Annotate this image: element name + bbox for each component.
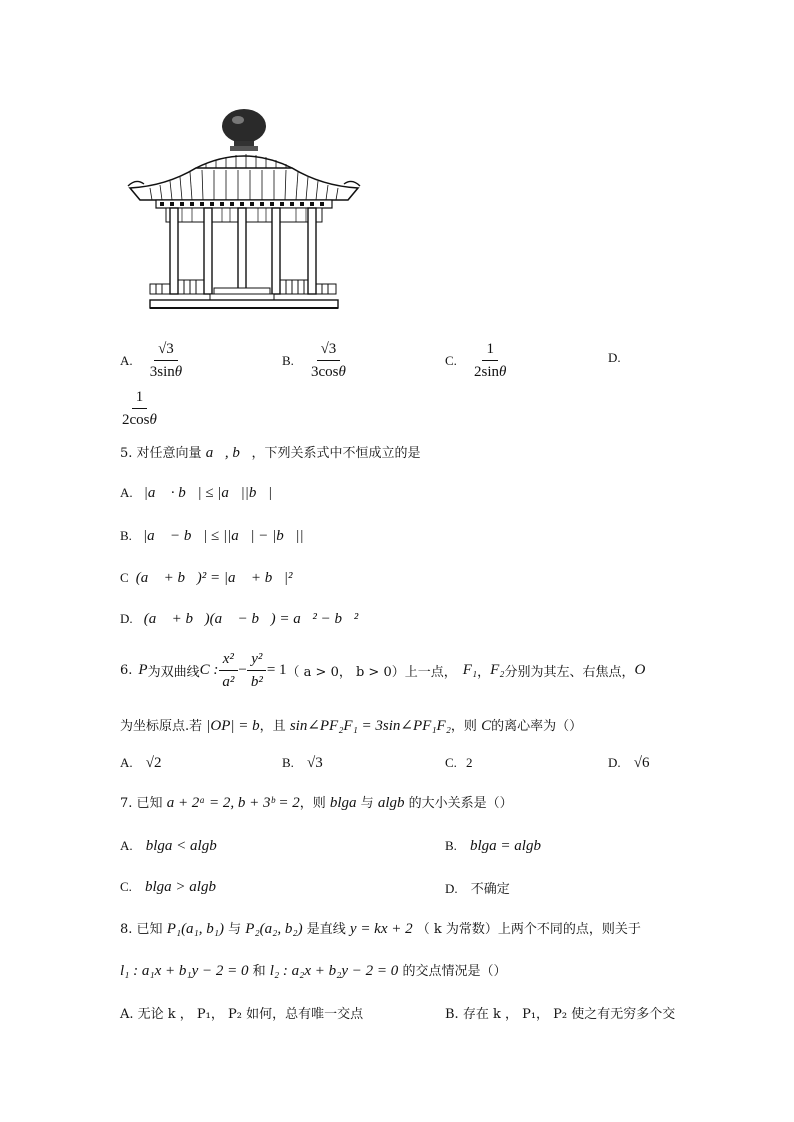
q7-option-a[interactable] — [120, 835, 217, 855]
option-expression: (a⃗ + b⃗)² = |a⃗ + b⃗|² — [135, 570, 293, 586]
q8-question: 的交点情况是（） — [402, 964, 507, 979]
q7-stem — [120, 792, 513, 812]
q6-op-length: |OP| = b — [206, 718, 260, 734]
q8-text: 是直线 — [306, 922, 346, 937]
q6-text: ，则 — [450, 719, 477, 734]
q5-stem-prefix: 5. 对任意向量 — [120, 446, 202, 461]
focus-f1: F₁ — [462, 662, 478, 678]
q7-text: ，则 — [299, 796, 326, 811]
q6-curve-name: C : — [199, 662, 219, 678]
q5-option-c[interactable] — [120, 567, 293, 587]
q6-text: 为坐标原点.若 — [120, 719, 203, 734]
q8-number: 8. 已知 — [120, 922, 163, 937]
q6-text: 为双曲线 — [147, 665, 200, 680]
q8-line-l1: l₁ : a₁x + b₁y − 2 = 0 — [120, 963, 249, 979]
q6-sine-relation: sin∠PF₂F₁ = 3sin∠PF₁F₂ — [289, 718, 451, 734]
q7-condition: a + 2ᵃ = 2, b + 3ᵇ = 2 — [166, 795, 300, 811]
q8-option-b[interactable]: B. 存在 k ， P₁， P₂ 使之有无穷多个交 — [445, 1007, 676, 1022]
option-expression: |a⃗ · b⃗| ≤ |a⃗||b⃗| — [143, 485, 273, 501]
q7-question: 的大小关系是（） — [408, 796, 513, 811]
fraction-numerator: 1 — [482, 340, 498, 361]
option-label: C. — [445, 755, 457, 770]
option-expression: √2 — [145, 755, 162, 771]
focus-f2: F₂ — [490, 662, 505, 678]
q8-stem-line2 — [120, 960, 506, 980]
q7-option-c[interactable] — [120, 876, 216, 896]
option-label: B. — [120, 528, 132, 543]
q8-point-p1: P₁(a₁, b₁) — [166, 921, 224, 937]
fraction-numerator: y² — [247, 650, 266, 671]
theta-symbol: θ — [338, 364, 346, 380]
q6-text: 分别为其左、右焦点， — [504, 665, 635, 680]
q8-line-equation: y = kx + 2 — [349, 921, 413, 937]
option-expression: 不确定 — [470, 882, 510, 897]
q4-option-d-label[interactable]: D. — [608, 350, 621, 365]
q7-option-b[interactable] — [445, 835, 541, 855]
q7-text: 与 — [360, 796, 374, 811]
q5-vectors: a⃗, b⃗ — [205, 445, 252, 461]
option-label: A. — [120, 485, 133, 500]
q8-point-p2: P₂(a₂, b₂) — [245, 921, 303, 937]
fraction-denominator: a² — [222, 674, 235, 690]
option-label: D. — [445, 881, 458, 896]
q5-stem — [120, 442, 421, 462]
separator: ， — [477, 665, 491, 680]
q4-option-d[interactable] — [118, 388, 161, 429]
option-expression: √3 — [307, 755, 323, 771]
fraction-denominator: 2cos — [122, 412, 150, 428]
q6-text: ，且 — [259, 719, 286, 734]
fraction-numerator: 1 — [132, 388, 148, 409]
fraction-denominator: 3cos — [311, 364, 339, 380]
q5-option-d[interactable] — [120, 608, 358, 628]
equals-one: = 1 — [266, 662, 287, 678]
option-label: C. — [120, 879, 132, 894]
option-label: B. — [282, 755, 294, 770]
option-label: A. — [120, 755, 133, 770]
q4-option-a[interactable] — [120, 340, 186, 381]
fraction-numerator: √3 — [154, 340, 178, 361]
q8-text: 和 — [252, 964, 266, 979]
option-expression: blga > algb — [145, 879, 216, 895]
q6-stem-line1 — [120, 650, 645, 691]
option-label: C — [120, 570, 129, 585]
q7-number: 7. 已知 — [120, 796, 163, 811]
theta-symbol: θ — [174, 364, 183, 380]
q8-stem-line1 — [120, 918, 641, 938]
fraction-denominator: 3sin — [149, 364, 175, 380]
option-expression: |a⃗ − b⃗| ≤ ||a⃗| − |b⃗|| — [143, 528, 304, 544]
q7-expr-2: algb — [377, 795, 405, 811]
q6-option-d[interactable] — [608, 752, 649, 772]
option-label: D. — [608, 755, 621, 770]
q8-text: （ k 为常数）上两个不同的点，则关于 — [416, 922, 641, 937]
fraction-numerator: x² — [219, 650, 238, 671]
theta-symbol: θ — [499, 364, 507, 380]
q6-question: 的离心率为（） — [491, 719, 583, 734]
q6-point-p: P — [138, 662, 148, 678]
q4-option-c[interactable] — [445, 340, 510, 381]
q5-option-a[interactable] — [120, 482, 272, 502]
option-expression: blga = algb — [470, 838, 541, 854]
theta-symbol: θ — [149, 412, 157, 428]
q8-line-l2: l₂ : a₂x + b₂y − 2 = 0 — [269, 963, 399, 979]
q6-curve-name: C — [481, 718, 492, 734]
q5-stem-suffix: ，下列关系式中不恒成立的是 — [251, 446, 421, 461]
q6-option-b[interactable] — [282, 752, 323, 772]
pavilion-illustration — [126, 108, 362, 314]
q7-expr-1: blga — [329, 795, 357, 811]
option-label: B. — [282, 353, 294, 368]
q4-option-b[interactable] — [282, 340, 350, 381]
q6-option-c[interactable] — [445, 752, 473, 771]
option-label: D. — [120, 611, 133, 626]
option-expression: √6 — [633, 755, 650, 771]
q8-option-a[interactable]: A. 无论 k ， P₁， P₂ 如何，总有唯一交点 — [120, 1007, 364, 1022]
fraction-denominator: 2sin — [474, 364, 500, 380]
option-label: A. — [120, 353, 133, 368]
q6-option-a[interactable] — [120, 752, 161, 772]
option-label: C. — [445, 353, 457, 368]
q6-condition: （ a > 0， b > 0）上一点， — [286, 665, 457, 680]
fraction-numerator: √3 — [317, 340, 341, 361]
q8-text: 与 — [228, 922, 242, 937]
q6-number: 6. — [120, 663, 133, 678]
option-expression: 2 — [466, 755, 473, 770]
q7-option-d[interactable] — [445, 878, 510, 897]
fraction-denominator: b² — [250, 674, 263, 690]
option-expression: blga < algb — [145, 838, 217, 854]
option-expression: (a⃗ + b⃗)(a⃗ − b⃗) = a⃗² − b⃗² — [143, 611, 359, 627]
option-label: A. — [120, 838, 133, 853]
minus-sign: − — [238, 662, 247, 678]
origin-o: O — [634, 662, 646, 678]
q6-stem-line2 — [120, 715, 582, 735]
option-label: B. — [445, 838, 457, 853]
q5-option-b[interactable] — [120, 525, 304, 545]
